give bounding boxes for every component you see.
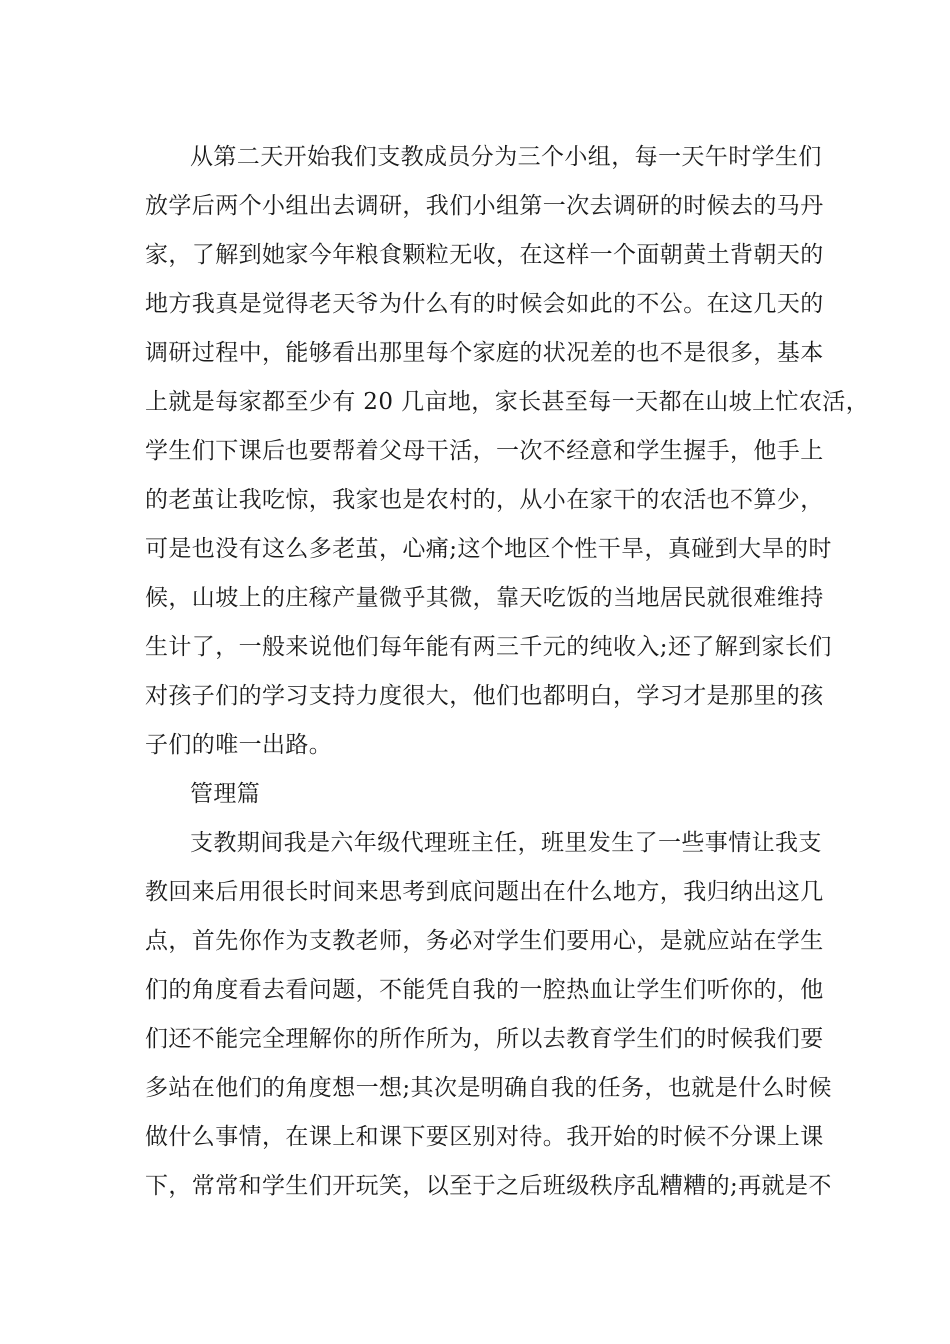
paragraph-line: 对孩子们的学习支持力度很大，他们也都明白，学习才是那里的孩 [145, 683, 824, 709]
paragraph-line: 的老茧让我吃惊，我家也是农村的，从小在家干的农活也不算少， [145, 487, 824, 513]
paragraph-line: 放学后两个小组出去调研，我们小组第一次去调研的时候去的马丹 [145, 193, 824, 219]
paragraph-line: 下，常常和学生们开玩笑，以至于之后班级秩序乱糟糟的;再就是不 [145, 1173, 832, 1199]
paragraph-line: 调研过程中，能够看出那里每个家庭的状况差的也不是很多，基本 [145, 340, 824, 366]
paragraph-line: 上就是每家都至少有 20 几亩地，家长甚至每一天都在山坡上忙农活， [145, 389, 870, 415]
paragraph-line: 从第二天开始我们支教成员分为三个小组，每一天午时学生们 [190, 144, 822, 170]
paragraph-line: 候，山坡上的庄稼产量微乎其微，靠天吃饭的当地居民就很难维持 [145, 585, 824, 611]
paragraph-line: 做什么事情，在课上和课下要区别对待。我开始的时候不分课上课 [145, 1124, 824, 1150]
paragraph-line: 家，了解到她家今年粮食颗粒无收，在这样一个面朝黄土背朝天的 [145, 242, 824, 268]
paragraph-line: 生计了，一般来说他们每年能有两三千元的纯收入;还了解到家长们 [145, 634, 832, 660]
paragraph-line: 教回来后用很长时间来思考到底问题出在什么地方，我归纳出这几 [145, 879, 824, 905]
paragraph-line: 子们的唯一出路。 [145, 732, 333, 758]
paragraph-line: 点，首先你作为支教老师，务必对学生们要用心，是就应站在学生 [145, 928, 824, 954]
paragraph-line: 支教期间我是六年级代理班主任，班里发生了一些事情让我支 [190, 830, 822, 856]
section-heading: 管理篇 [190, 781, 261, 807]
paragraph-line: 地方我真是觉得老天爷为什么有的时候会如此的不公。在这几天的 [145, 291, 824, 317]
paragraph-line: 多站在他们的角度想一想;其次是明确自我的任务，也就是什么时候 [145, 1075, 832, 1101]
paragraph-line: 们的角度看去看问题，不能凭自我的一腔热血让学生们听你的，他 [145, 977, 824, 1003]
paragraph-line: 可是也没有这么多老茧，心痛;这个地区个性干旱，真碰到大旱的时 [145, 536, 832, 562]
paragraph-line: 学生们下课后也要帮着父母干活，一次不经意和学生握手，他手上 [145, 438, 824, 464]
paragraph-line: 们还不能完全理解你的所作所为，所以去教育学生们的时候我们要 [145, 1026, 824, 1052]
